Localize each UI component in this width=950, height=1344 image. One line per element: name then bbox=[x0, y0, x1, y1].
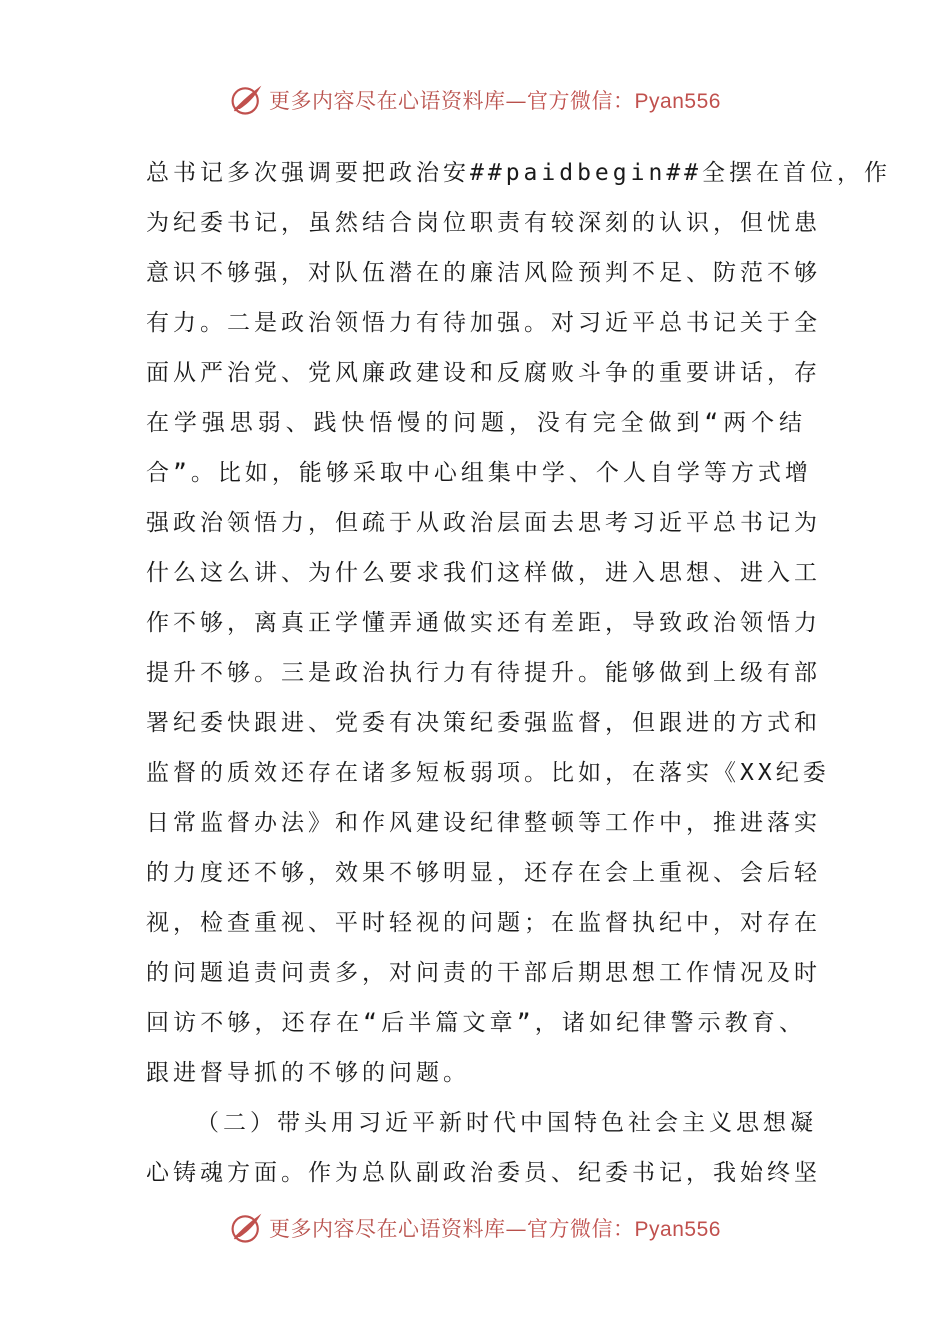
text-line: 回访不够，还存在“后半篇文章”，诸如纪律警示教育、 bbox=[146, 1010, 806, 1036]
text-line: 署纪委快跟进、党委有决策纪委强监督，但跟进的方式和 bbox=[146, 710, 821, 736]
text-line: 心铸魂方面。作为总队副政治委员、纪委书记，我始终坚 bbox=[146, 1160, 821, 1186]
text-line: 监督的质效还存在诸多短板弱项。比如，在落实《XX纪委 bbox=[146, 760, 830, 786]
footer-dash: — bbox=[505, 1217, 528, 1241]
footer-wechat-label: 官方微信： bbox=[527, 1217, 635, 1241]
header-dash: — bbox=[505, 89, 528, 113]
footer-brand: 更多内容尽在心语资料库 bbox=[269, 1217, 506, 1241]
text-line: （二）带头用习近平新时代中国特色社会主义思想凝 bbox=[196, 1110, 817, 1136]
text-line: 视，检查重视、平时轻视的问题；在监督执纪中，对存在 bbox=[146, 910, 821, 936]
header-brand: 更多内容尽在心语资料库 bbox=[269, 89, 506, 113]
footer-wechat-id: Pyan556 bbox=[634, 1218, 721, 1241]
text-line: 强政治领悟力，但疏于从政治层面去思考习近平总书记为 bbox=[146, 510, 821, 536]
header-banner[interactable] bbox=[0, 82, 950, 118]
text-line: 什么这么讲、为什么要求我们这样做，进入思想、进入工 bbox=[146, 560, 821, 586]
header-wechat-id: Pyan556 bbox=[634, 90, 721, 113]
text-line: 合”。比如，能够采取中心组集中学、个人自学等方式增 bbox=[146, 460, 812, 486]
text-line: 提升不够。三是政治执行力有待提升。能够做到上级有部 bbox=[146, 660, 821, 686]
text-line: 总书记多次强调要把政治安##paidbegin##全摆在首位，作 bbox=[146, 160, 892, 186]
text-line: 的力度还不够，效果不够明显，还存在会上重视、会后轻 bbox=[146, 860, 821, 886]
text-line: 为纪委书记，虽然结合岗位职责有较深刻的认识，但忧患 bbox=[146, 210, 821, 236]
text-line: 日常监督办法》和作风建设纪律整顿等工作中，推进落实 bbox=[146, 810, 821, 836]
text-line: 意识不够强，对队伍潜在的廉洁风险预判不足、防范不够 bbox=[146, 260, 821, 286]
quill-logo-icon bbox=[229, 1210, 265, 1246]
paragraph-2 bbox=[146, 1098, 821, 1198]
paragraph-1 bbox=[146, 148, 892, 1098]
text-line: 跟进督导抓的不够的问题。 bbox=[146, 1060, 470, 1086]
text-line: 作不够，离真正学懂弄通做实还有差距，导致政治领悟力 bbox=[146, 610, 821, 636]
quill-logo-icon bbox=[229, 82, 265, 118]
header-wechat-label: 官方微信： bbox=[527, 89, 635, 113]
footer-banner[interactable] bbox=[0, 1210, 950, 1246]
text-line: 有力。二是政治领悟力有待加强。对习近平总书记关于全 bbox=[146, 310, 821, 336]
text-line: 的问题追责问责多，对问责的干部后期思想工作情况及时 bbox=[146, 960, 821, 986]
text-line: 面从严治党、党风廉政建设和反腐败斗争的重要讲话，存 bbox=[146, 360, 821, 386]
text-line: 在学强思弱、践快悟慢的问题，没有完全做到“两个结 bbox=[146, 410, 806, 436]
document-body bbox=[146, 148, 892, 1198]
